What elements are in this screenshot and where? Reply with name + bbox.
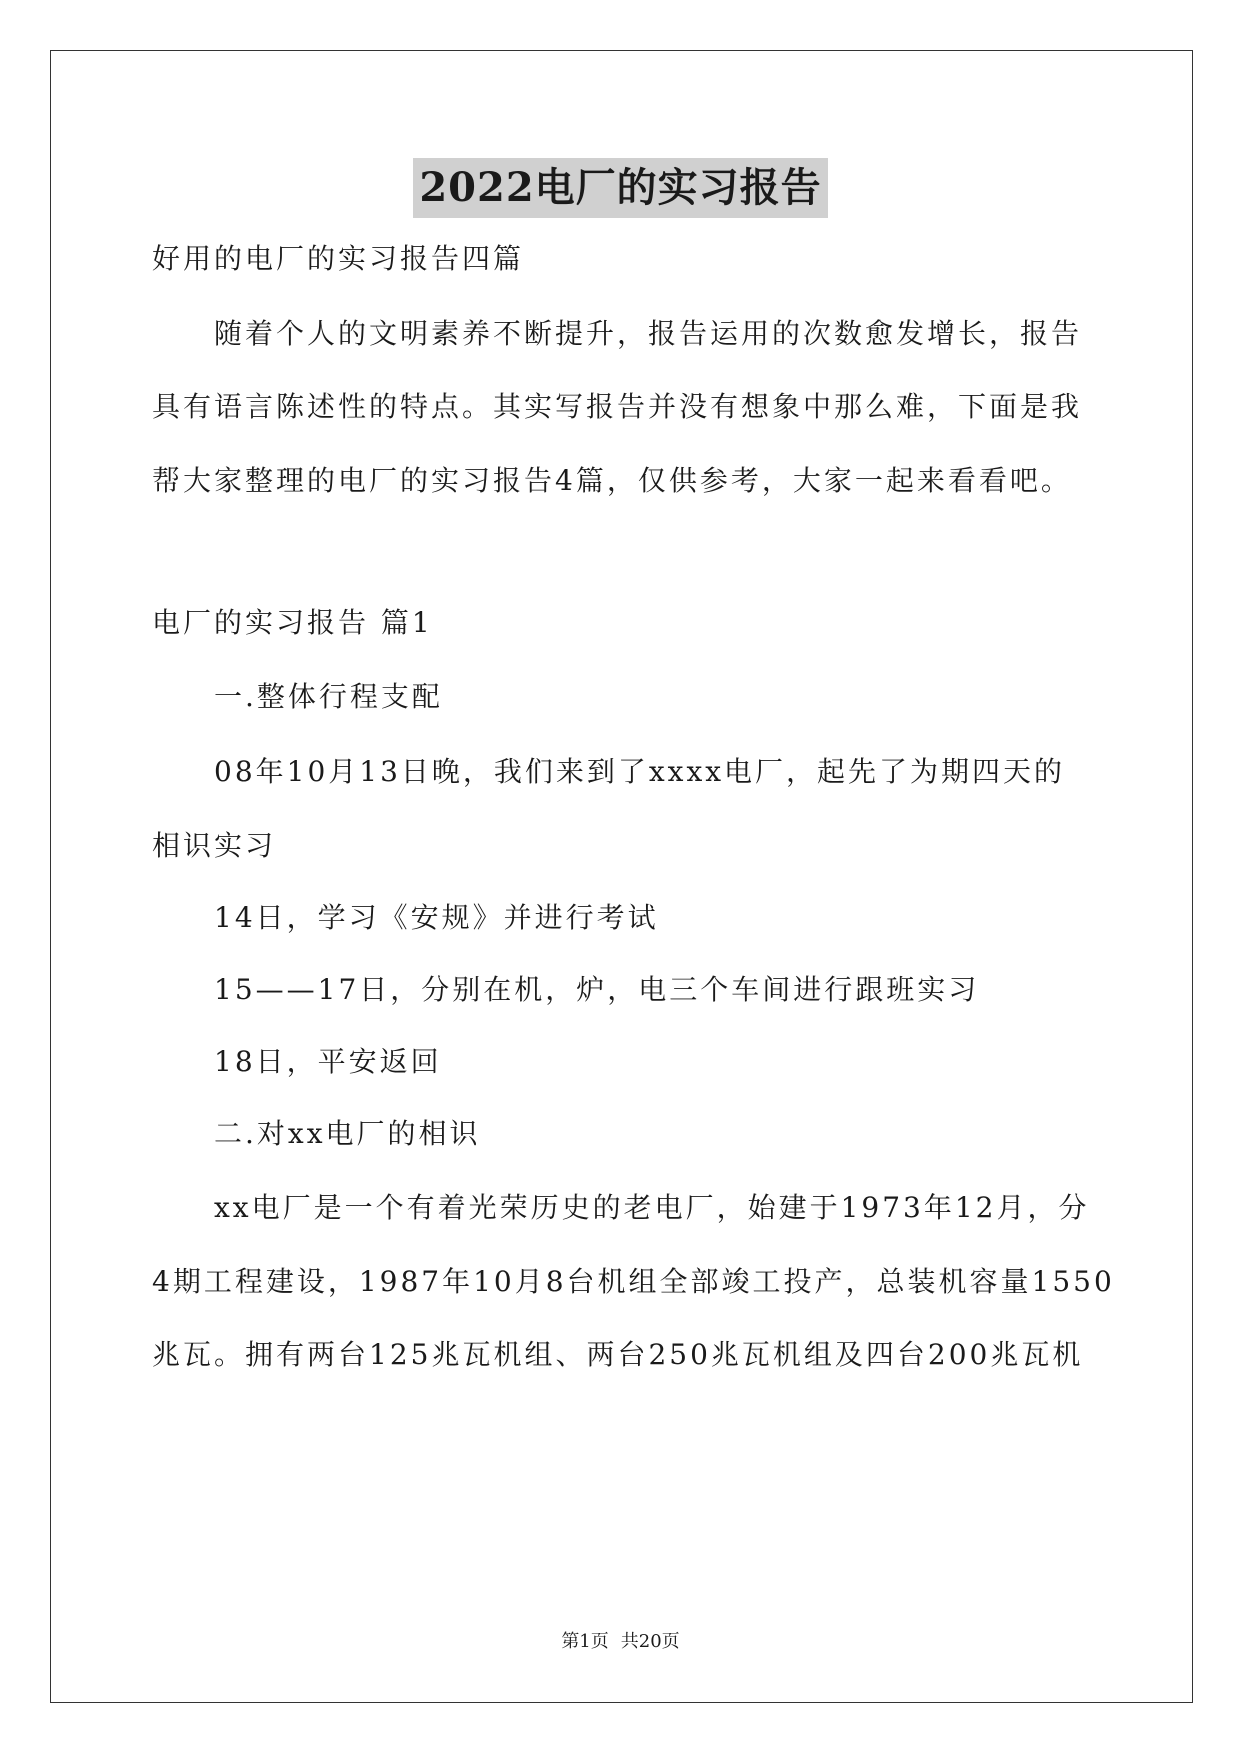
body-line: 帮大家整理的电厂的实习报告4篇，仅供参考，大家一起来看看吧。 — [152, 464, 1072, 497]
body-line: 08年10月13日晚，我们来到了xxxx电厂，起先了为期四天的 — [214, 755, 1066, 788]
body-line: 随着个人的文明素养不断提升，报告运用的次数愈发增长，报告 — [214, 317, 1083, 350]
page-total: 共20页 — [620, 1631, 680, 1652]
page-number: 第1页 — [561, 1631, 609, 1652]
body-line: 相识实习 — [152, 829, 277, 862]
page-footer — [0, 1630, 1241, 1654]
body-line: 二.对xx电厂的相识 — [214, 1117, 481, 1150]
body-line: 14日，学习《安规》并进行考试 — [214, 901, 659, 934]
body-line: 一.整体行程支配 — [214, 680, 443, 713]
body-line: 兆瓦。拥有两台125兆瓦机组、两台250兆瓦机组及四台200兆瓦机 — [152, 1338, 1084, 1371]
body-line: 18日，平安返回 — [214, 1045, 442, 1078]
document-title: 2022电厂的实习报告 — [413, 158, 827, 218]
title-container — [0, 158, 1241, 218]
body-line: 4期工程建设，1987年10月8台机组全部竣工投产，总装机容量1550 — [152, 1265, 1115, 1298]
body-line: xx电厂是一个有着光荣历史的老电厂，始建于1973年12月，分 — [214, 1191, 1090, 1224]
section-heading: 电厂的实习报告 篇1 — [152, 606, 433, 639]
body-line: 15——17日，分别在机，炉，电三个车间进行跟班实习 — [214, 973, 980, 1006]
body-line: 具有语言陈述性的特点。其实写报告并没有想象中那么难，下面是我 — [152, 390, 1083, 423]
subtitle-line: 好用的电厂的实习报告四篇 — [152, 242, 525, 275]
page-border — [50, 50, 1193, 1703]
